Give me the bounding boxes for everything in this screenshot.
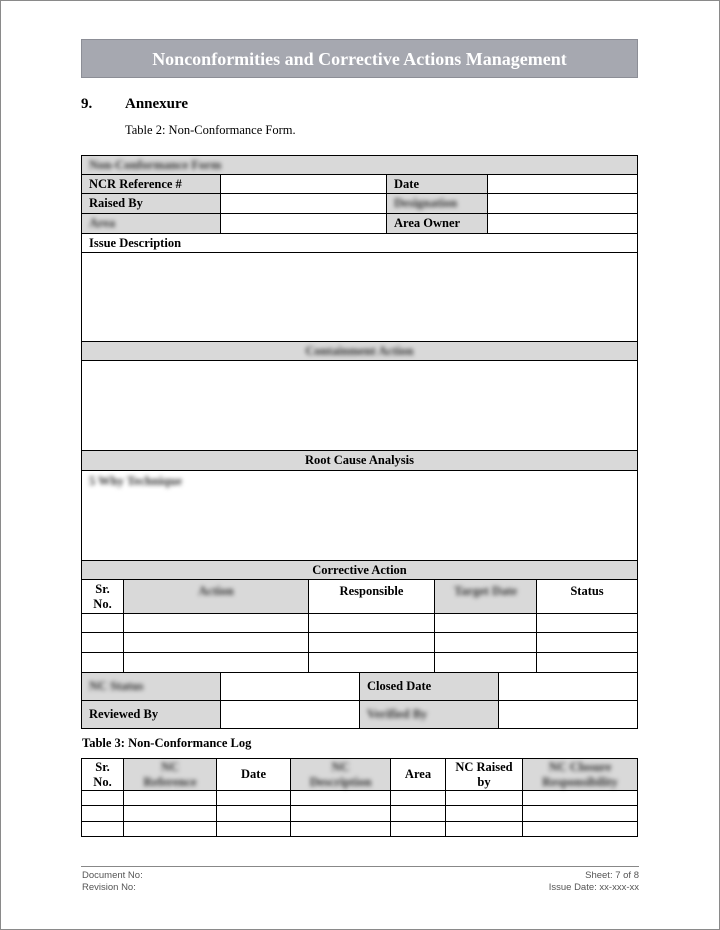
- nc-status-field[interactable]: [220, 672, 360, 701]
- issue-description-label-cell: [81, 233, 638, 253]
- ca-action-label: Action: [198, 584, 234, 598]
- date-label: Date: [394, 177, 419, 191]
- log-row-divider: [81, 821, 638, 822]
- area-owner-field[interactable]: [487, 213, 638, 234]
- issue-description-field[interactable]: [81, 252, 638, 342]
- nc-status-label: NC Status: [89, 679, 144, 693]
- closed-date-label-cell: [359, 672, 499, 701]
- area-owner-label-cell: [386, 213, 488, 234]
- area-label-cell: [81, 213, 221, 234]
- ca-col-status: [536, 579, 638, 614]
- ca-col-divider: [434, 613, 435, 672]
- containment-action-label: Containment Action: [305, 344, 414, 358]
- containment-action-field[interactable]: [81, 360, 638, 451]
- log-row-divider: [81, 805, 638, 806]
- log-col-divider: [290, 790, 291, 836]
- revision-no: Revision No:: [82, 882, 136, 893]
- document-title: Nonconformities and Corrective Actions Management: [152, 49, 567, 69]
- log-raised-line2: by: [477, 774, 491, 789]
- verified-by-label-cell: [359, 700, 499, 729]
- log-ncref-line2: Reference: [143, 774, 197, 789]
- ncr-reference-field[interactable]: [220, 174, 387, 194]
- verified-by-label: Verified By: [367, 707, 428, 721]
- ca-row-divider: [81, 632, 638, 633]
- table3-caption: Table 3: Non-Conformance Log: [82, 736, 252, 750]
- log-ncref-line1: NC: [160, 759, 180, 774]
- designation-label: Designation: [394, 196, 458, 210]
- ca-status-label: Status: [570, 584, 604, 598]
- footer-divider: [81, 866, 639, 867]
- form-title-cell: [81, 155, 638, 175]
- reviewed-by-field[interactable]: [220, 700, 360, 729]
- section-heading: [81, 96, 188, 113]
- log-ncdesc-line2: Description: [309, 774, 372, 789]
- ca-sr-line2: No.: [93, 596, 112, 611]
- form-title: Non-Conformance Form: [89, 158, 222, 172]
- designation-label-cell: [386, 193, 488, 214]
- ca-sr-line1: Sr.: [95, 581, 110, 596]
- designation-field[interactable]: [487, 193, 638, 214]
- log-col-nc-closure: [522, 758, 638, 791]
- ca-col-divider: [308, 613, 309, 672]
- log-col-area: [390, 758, 446, 791]
- log-raised-line1: NC Raised: [455, 759, 513, 774]
- log-sr-line1: Sr.: [95, 759, 110, 774]
- ca-rows[interactable]: [81, 613, 638, 673]
- nc-status-label-cell: [81, 672, 221, 701]
- document-header: [81, 39, 638, 78]
- corrective-action-label: Corrective Action: [312, 563, 407, 577]
- ca-col-target-date: [434, 579, 537, 614]
- log-col-divider: [522, 790, 523, 836]
- ca-row-divider: [81, 652, 638, 653]
- log-col-divider: [445, 790, 446, 836]
- ca-col-divider: [123, 613, 124, 672]
- log-col-sr-no: [81, 758, 124, 791]
- log-col-divider: [123, 790, 124, 836]
- log-col-divider: [390, 790, 391, 836]
- issue-date: Issue Date: xx-xxx-xx: [548, 882, 639, 893]
- corrective-action-header: [81, 560, 638, 580]
- area-field[interactable]: [220, 213, 387, 234]
- issue-description-label: Issue Description: [89, 236, 182, 250]
- ca-col-responsible: [308, 579, 435, 614]
- ca-col-divider: [536, 613, 537, 672]
- ca-col-sr-no: [81, 579, 124, 614]
- containment-action-header: [81, 341, 638, 361]
- log-area-label: Area: [404, 767, 432, 781]
- ca-col-action: [123, 579, 309, 614]
- root-cause-label: Root Cause Analysis: [304, 453, 415, 467]
- log-col-date: [216, 758, 291, 791]
- raised-by-label: Raised By: [89, 196, 143, 210]
- ca-responsible-label: Responsible: [339, 584, 404, 598]
- table2-caption: Table 2: Non-Conformance Form.: [125, 123, 296, 137]
- closed-date-field[interactable]: [498, 672, 638, 701]
- log-closure-line2: Responsibility: [542, 774, 618, 789]
- raised-by-label-cell: [81, 193, 221, 214]
- raised-by-field[interactable]: [220, 193, 387, 214]
- sheet-number: Sheet: 7 of 8: [585, 870, 639, 881]
- log-rows[interactable]: [81, 790, 638, 837]
- section-title: Annexure: [125, 96, 189, 112]
- document-no: Document No:: [82, 870, 143, 881]
- log-ncdesc-line1: NC: [331, 759, 350, 774]
- reviewed-by-label: Reviewed By: [89, 707, 159, 721]
- ncr-reference-label-cell: [81, 174, 221, 194]
- reviewed-by-label-cell: [81, 700, 221, 729]
- log-col-nc-description: [290, 758, 391, 791]
- area-label: Area: [89, 216, 116, 230]
- log-date-label: Date: [241, 767, 266, 781]
- log-col-nc-reference: [123, 758, 217, 791]
- log-col-nc-raised-by: [445, 758, 523, 791]
- log-col-divider: [216, 790, 217, 836]
- log-closure-line1: NC Closure: [548, 759, 612, 774]
- date-field[interactable]: [487, 174, 638, 194]
- log-sr-line2: No.: [93, 774, 112, 789]
- date-label-cell: [386, 174, 488, 194]
- section-number: 9.: [81, 96, 93, 112]
- area-owner-label: Area Owner: [394, 216, 461, 230]
- five-why-label: 5 Why Technique: [89, 474, 182, 488]
- ca-target-date-label: Target Date: [453, 584, 518, 598]
- root-cause-field[interactable]: [81, 470, 638, 561]
- closed-date-label: Closed Date: [367, 679, 432, 693]
- root-cause-header: [81, 450, 638, 471]
- verified-by-field[interactable]: [498, 700, 638, 729]
- ncr-reference-label: NCR Reference #: [89, 177, 182, 191]
